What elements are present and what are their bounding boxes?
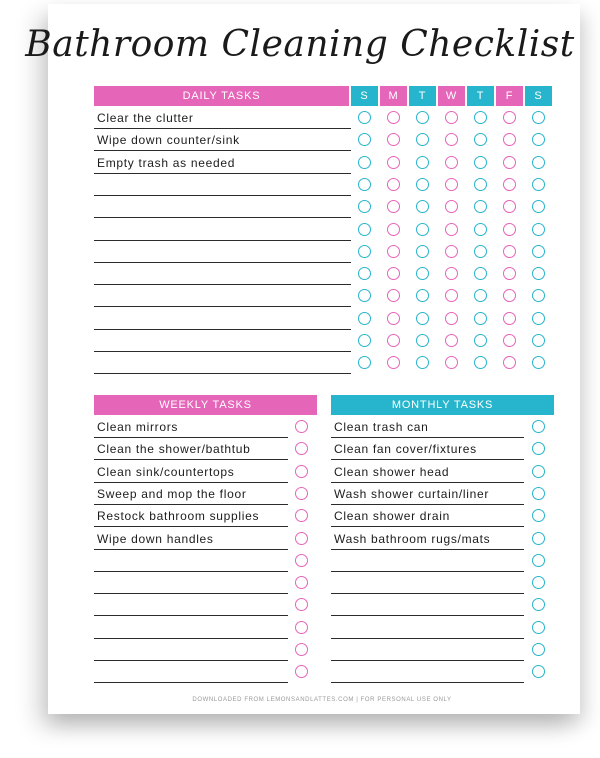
daily-tasks-header: DAILY TASKS	[94, 86, 349, 106]
weekly-task-row[interactable]	[94, 616, 288, 639]
daily-checkbox[interactable]	[532, 267, 545, 280]
daily-checkbox[interactable]	[532, 156, 545, 169]
monthly-task-row[interactable]	[331, 415, 524, 438]
daily-checkbox[interactable]	[358, 245, 371, 258]
daily-checkbox[interactable]	[503, 267, 516, 280]
day-header-0: S	[351, 86, 378, 106]
day-header-1: M	[380, 86, 407, 106]
monthly-task-row[interactable]	[331, 660, 524, 683]
daily-checkbox[interactable]	[416, 111, 429, 124]
daily-checkbox[interactable]	[503, 111, 516, 124]
day-header-2: T	[409, 86, 436, 106]
weekly-tasks-header: WEEKLY TASKS	[94, 395, 317, 415]
daily-checkbox[interactable]	[503, 312, 516, 325]
daily-checkbox[interactable]	[532, 245, 545, 258]
daily-checkbox[interactable]	[474, 156, 487, 169]
monthly-task-row[interactable]	[331, 549, 524, 572]
daily-task-row[interactable]	[94, 173, 351, 196]
weekly-task-row[interactable]	[94, 460, 288, 483]
daily-task-row[interactable]	[94, 128, 351, 151]
monthly-task-row[interactable]	[331, 460, 524, 483]
monthly-tasks-header: MONTHLY TASKS	[331, 395, 554, 415]
weekly-checkbox[interactable]	[295, 420, 308, 433]
daily-checkbox[interactable]	[445, 312, 458, 325]
day-header-5: F	[496, 86, 523, 106]
daily-checkbox[interactable]	[474, 334, 487, 347]
day-header-6: S	[525, 86, 552, 106]
daily-checkbox[interactable]	[387, 223, 400, 236]
footer-note: DOWNLOADED FROM LEMONSANDLATTES.COM | FOR PERSONAL USE ONLY	[192, 697, 452, 703]
monthly-task-row[interactable]	[331, 482, 524, 505]
daily-checkbox[interactable]	[416, 334, 429, 347]
weekly-task-label: Wipe down handles	[97, 531, 214, 546]
daily-task-row[interactable]	[94, 351, 351, 374]
weekly-checkbox[interactable]	[295, 532, 308, 545]
weekly-task-row[interactable]	[94, 660, 288, 683]
daily-task-label: Clear the clutter	[97, 111, 194, 125]
daily-checkbox[interactable]	[445, 156, 458, 169]
monthly-task-row[interactable]	[331, 504, 524, 527]
daily-task-row[interactable]	[94, 151, 351, 174]
daily-task-row[interactable]	[94, 329, 351, 352]
weekly-task-label: Restock bathroom supplies	[97, 509, 260, 524]
daily-checkbox[interactable]	[358, 156, 371, 169]
monthly-task-label: Wash shower curtain/liner	[334, 486, 490, 501]
daily-task-row[interactable]	[94, 106, 351, 129]
daily-checkbox[interactable]	[387, 111, 400, 124]
daily-task-row[interactable]	[94, 262, 351, 285]
weekly-task-row[interactable]	[94, 504, 288, 527]
daily-task-row[interactable]	[94, 307, 351, 330]
daily-checkbox[interactable]	[416, 223, 429, 236]
daily-checkbox[interactable]	[416, 156, 429, 169]
monthly-task-label: Clean shower drain	[334, 509, 450, 524]
daily-checkbox[interactable]	[416, 267, 429, 280]
weekly-checkbox[interactable]	[295, 554, 308, 567]
weekly-task-row[interactable]	[94, 571, 288, 594]
daily-checkbox[interactable]	[474, 111, 487, 124]
daily-checkbox[interactable]	[503, 334, 516, 347]
weekly-task-row[interactable]	[94, 549, 288, 572]
daily-task-label: Wipe down counter/sink	[97, 133, 240, 148]
monthly-checkbox[interactable]	[532, 487, 545, 500]
daily-checkbox[interactable]	[532, 223, 545, 236]
page-title: Bathroom Cleaning Checklist	[25, 24, 575, 65]
weekly-task-row[interactable]	[94, 527, 288, 550]
monthly-checkbox[interactable]	[532, 554, 545, 567]
daily-checkbox[interactable]	[474, 312, 487, 325]
daily-task-row[interactable]	[94, 218, 351, 241]
daily-checkbox[interactable]	[474, 245, 487, 258]
daily-checkbox[interactable]	[445, 245, 458, 258]
daily-checkbox[interactable]	[358, 223, 371, 236]
monthly-checkbox[interactable]	[532, 621, 545, 634]
day-header-3: W	[438, 86, 465, 106]
daily-checkbox[interactable]	[358, 178, 371, 191]
daily-task-row[interactable]	[94, 240, 351, 263]
daily-checkbox[interactable]	[445, 223, 458, 236]
monthly-task-row[interactable]	[331, 571, 524, 594]
daily-checkbox[interactable]	[503, 223, 516, 236]
daily-checkbox[interactable]	[416, 312, 429, 325]
weekly-checkbox[interactable]	[295, 465, 308, 478]
weekly-task-row[interactable]	[94, 437, 288, 460]
daily-checkbox[interactable]	[445, 111, 458, 124]
daily-checkbox[interactable]	[387, 312, 400, 325]
monthly-task-label: Clean fan cover/fixtures	[334, 442, 477, 457]
daily-checkbox[interactable]	[445, 267, 458, 280]
daily-checkbox[interactable]	[387, 267, 400, 280]
daily-checkbox[interactable]	[445, 334, 458, 347]
monthly-task-label: Clean shower head	[334, 464, 450, 479]
daily-checkbox[interactable]	[416, 245, 429, 258]
daily-checkbox[interactable]	[358, 312, 371, 325]
monthly-task-row[interactable]	[331, 437, 524, 460]
daily-checkbox[interactable]	[358, 111, 371, 124]
weekly-checkbox[interactable]	[295, 643, 308, 656]
daily-checkbox[interactable]	[387, 156, 400, 169]
weekly-task-label: Clean the shower/bathtub	[97, 442, 251, 457]
weekly-task-label: Clean sink/countertops	[97, 464, 235, 479]
monthly-checkbox[interactable]	[532, 643, 545, 656]
monthly-checkbox[interactable]	[532, 420, 545, 433]
daily-checkbox[interactable]	[474, 267, 487, 280]
weekly-checkbox[interactable]	[295, 576, 308, 589]
daily-checkbox[interactable]	[532, 312, 545, 325]
daily-checkbox[interactable]	[532, 178, 545, 191]
monthly-task-label: Clean trash can	[334, 420, 429, 434]
daily-task-row[interactable]	[94, 284, 351, 307]
daily-checkbox[interactable]	[358, 267, 371, 280]
daily-checkbox[interactable]	[503, 178, 516, 191]
daily-checkbox[interactable]	[358, 334, 371, 347]
day-header-4: T	[467, 86, 494, 106]
daily-checkbox[interactable]	[503, 245, 516, 258]
weekly-task-row[interactable]	[94, 638, 288, 661]
monthly-task-label: Wash bathroom rugs/mats	[334, 531, 491, 546]
monthly-checkbox[interactable]	[532, 465, 545, 478]
weekly-task-row[interactable]	[94, 415, 288, 438]
daily-checkbox[interactable]	[503, 156, 516, 169]
daily-checkbox[interactable]	[532, 334, 545, 347]
daily-checkbox[interactable]	[474, 223, 487, 236]
weekly-task-row[interactable]	[94, 593, 288, 616]
daily-checkbox[interactable]	[532, 111, 545, 124]
weekly-task-row[interactable]	[94, 482, 288, 505]
daily-checkbox[interactable]	[474, 178, 487, 191]
daily-checkbox[interactable]	[387, 178, 400, 191]
daily-checkbox[interactable]	[445, 178, 458, 191]
monthly-task-row[interactable]	[331, 527, 524, 550]
weekly-checkbox[interactable]	[295, 621, 308, 634]
weekly-task-label: Clean mirrors	[97, 420, 179, 434]
weekly-task-label: Sweep and mop the floor	[97, 486, 247, 501]
weekly-checkbox[interactable]	[295, 487, 308, 500]
daily-checkbox[interactable]	[387, 245, 400, 258]
daily-checkbox[interactable]	[387, 334, 400, 347]
daily-task-label: Empty trash as needed	[97, 155, 236, 170]
daily-task-row[interactable]	[94, 195, 351, 218]
monthly-checkbox[interactable]	[532, 532, 545, 545]
monthly-task-row[interactable]	[331, 593, 524, 616]
monthly-task-row[interactable]	[331, 616, 524, 639]
daily-checkbox[interactable]	[416, 178, 429, 191]
monthly-task-row[interactable]	[331, 638, 524, 661]
monthly-checkbox[interactable]	[532, 576, 545, 589]
